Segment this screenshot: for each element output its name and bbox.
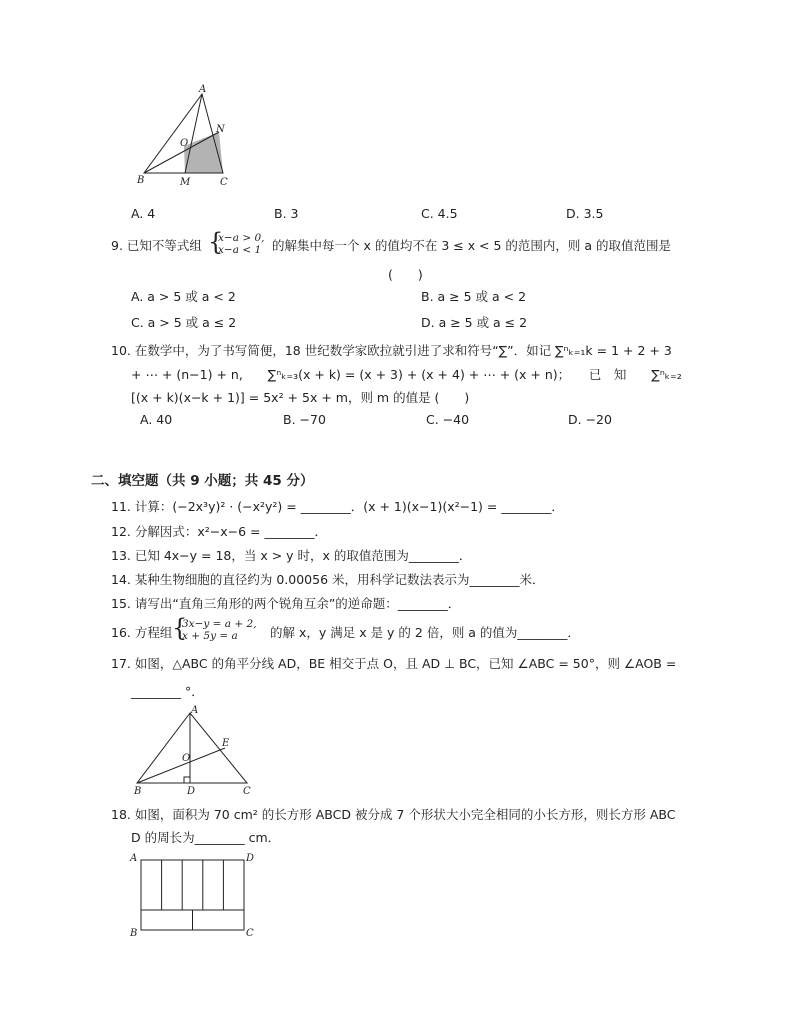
q16-system-line2: x + 5y = a: [182, 630, 238, 642]
q13: 13. 已知 4x−y = 18，当 x > y 时，x 的取值范围为________．: [111, 548, 472, 563]
label-o: O: [180, 138, 189, 149]
q9-brace: {: [208, 228, 224, 256]
label-b: B: [137, 175, 145, 186]
q9-option-a[interactable]: A. a > 5 或 a < 2: [131, 289, 236, 304]
q16-system-line1: 3x−y = a + 2,: [182, 618, 257, 630]
q10-option-b[interactable]: B. −70: [283, 412, 326, 427]
label-d: D: [246, 853, 255, 864]
q17-line1: 17. 如图，△ABC 的角平分线 AD，BE 相交于点 O，且 AD ⊥ BC，已知 ∠ABC = 50°，则 ∠AOB =: [111, 656, 677, 671]
q10-line2: + ⋯ + (n−1) + n, ∑ⁿₖ₌₃(x + k) = (x + 3) + (x + 4) + ⋯ + (x + n)； 已 知 ∑ⁿₖ₌₂: [131, 367, 682, 382]
q9-prefix: 9. 已知不等式组: [111, 238, 202, 253]
section-title: 二、填空题（共 9 小题；共 45 分）: [91, 473, 314, 489]
q9-answer-paren: ( ): [388, 267, 423, 282]
label-b: B: [134, 786, 142, 795]
label-e: E: [222, 738, 230, 749]
q9-system-line1: x−a > 0,: [218, 232, 265, 244]
label-a: A: [191, 705, 199, 716]
q10-option-d[interactable]: D. −20: [568, 412, 612, 427]
label-b: B: [130, 928, 138, 939]
figure-triangle-shaded: [132, 84, 242, 190]
q16-suffix: 的解 x，y 满足 x 是 y 的 2 倍，则 a 的值为________．: [270, 625, 580, 640]
q8-option-c[interactable]: C. 4.5: [421, 206, 458, 221]
q9-option-b[interactable]: B. a ≥ 5 或 a < 2: [421, 289, 527, 304]
q9-suffix: 的解集中每一个 x 的值均不在 3 ≤ x < 5 的范围内，则 a 的取值范围是: [272, 238, 672, 253]
q8-option-a[interactable]: A. 4: [131, 206, 156, 221]
label-n: N: [216, 124, 225, 135]
q12: 12. 分解因式：x²−x−6 = ________．: [111, 524, 327, 539]
q10-option-c[interactable]: C. −40: [426, 412, 470, 427]
q8-option-d[interactable]: D. 3.5: [566, 206, 604, 221]
label-a: A: [130, 853, 138, 864]
q18-line1: 18. 如图，面积为 70 cm² 的长方形 ABCD 被分成 7 个形状大小完全相同的小长方形，则长方形 ABC: [111, 807, 676, 822]
q14: 14. 某种生物细胞的直径约为 0.00056 米，用科学记数法表示为________米．: [111, 572, 545, 587]
right-angle-mark: [184, 777, 190, 783]
q16-brace: {: [172, 614, 188, 642]
q9-option-c[interactable]: C. a > 5 或 a ≤ 2: [131, 315, 237, 330]
q9-system-line2: x−a < 1: [218, 244, 262, 256]
q17-line2: ________ °．: [131, 684, 204, 699]
label-o: O: [182, 753, 191, 764]
q9-option-d[interactable]: D. a ≥ 5 或 a ≤ 2: [421, 315, 528, 330]
label-c: C: [220, 177, 228, 188]
figure-triangle-bisectors: [130, 703, 256, 795]
label-c: C: [246, 928, 254, 939]
label-d: D: [187, 786, 196, 795]
q10-line1: 10. 在数学中，为了书写简便，18 世纪数学家欧拉就引进了求和符号“∑”．如记 ∑ⁿₖ₌₁k = 1 + 2 + 3: [111, 343, 672, 358]
q10-option-a[interactable]: A. 40: [140, 412, 173, 427]
q10-line3: [(x + k)(x−k + 1)] = 5x² + 5x + m，则 m 的值是 ( ): [131, 390, 470, 405]
q8-option-b[interactable]: B. 3: [274, 206, 299, 221]
label-c: C: [243, 786, 251, 795]
label-m: M: [180, 177, 191, 188]
triangle-abc: [137, 713, 247, 783]
q11: 11. 计算：(−2x³y)² · (−x²y²) = ________．(x + 1)(x−1)(x²−1) = ________．: [111, 499, 564, 514]
q16-prefix: 16. 方程组: [111, 625, 173, 640]
figure-rectangle-abcd: [126, 850, 260, 942]
q15: 15. 请写出“直角三角形的两个锐角互余”的逆命题：________．: [111, 596, 461, 611]
q18-line2: D 的周长为________ cm．: [131, 830, 281, 845]
label-a: A: [199, 84, 207, 95]
